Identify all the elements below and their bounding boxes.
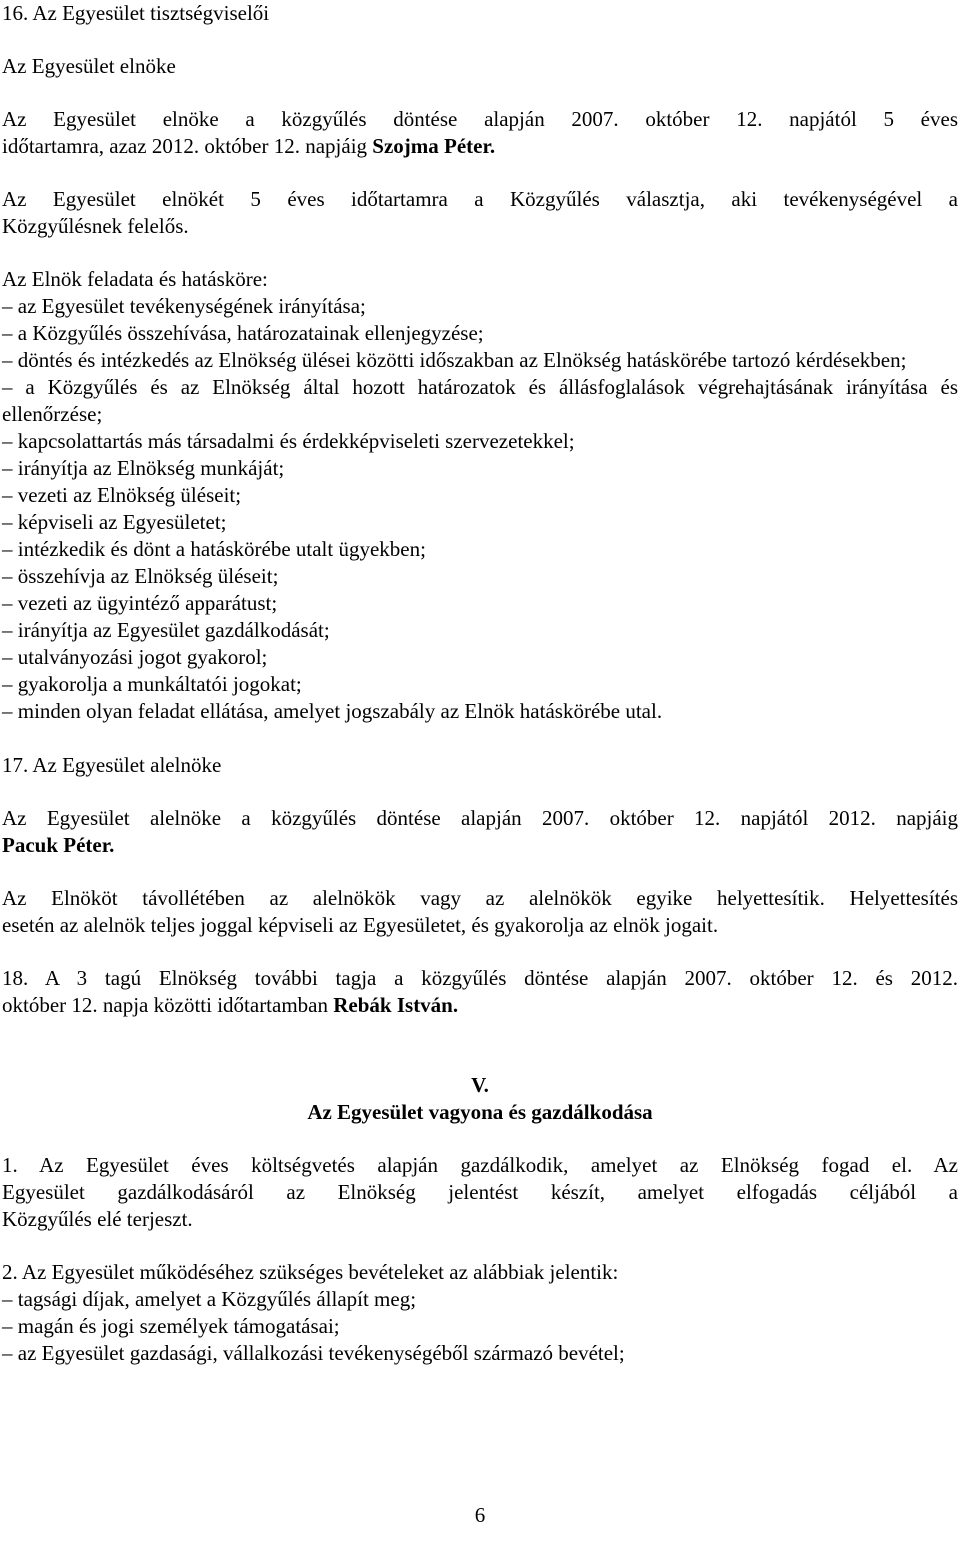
duty-item: – a Közgyűlés és az Elnökség által hozott határozatok és állásfoglalások végrehajtásának irányítása és ellenőrzése; xyxy=(2,374,958,428)
duty-item: – a Közgyűlés összehívása, határozatainak ellenjegyzése; xyxy=(2,320,958,347)
section-18-line-1: 18. A 3 tagú Elnökség további tagja a közgyűlés döntése alapján 2007. október 12. és 2012. xyxy=(2,966,958,990)
president-term-text: időtartamra, azaz 2012. október 12. napjáig xyxy=(2,134,373,158)
duties-title: Az Elnök feladata és hatásköre: xyxy=(2,267,268,291)
section-16-heading: 16. Az Egyesület tisztségviselői xyxy=(2,1,270,25)
chapter-title xyxy=(2,1099,958,1126)
vice-president-term-line-2 xyxy=(2,832,958,859)
president-term-line-2 xyxy=(2,133,958,160)
chapter-number-text: V. xyxy=(471,1073,489,1097)
duty-item: – kapcsolattartás más társadalmi és érdekképviseleti szervezetekkel; xyxy=(2,428,958,455)
budget-line-2: Egyesület gazdálkodásáról az Elnökség jelentést készít, amelyet elfogadás céljából a xyxy=(2,1180,958,1204)
vice-president-term-line-1: Az Egyesület alelnöke a közgyűlés döntése alapján 2007. október 12. napjától 2012. napjáig xyxy=(2,806,958,830)
duty-item: – intézkedik és dönt a hatáskörébe utalt ügyekben; xyxy=(2,536,958,563)
duty-item: – vezeti az Elnökség üléseit; xyxy=(2,482,958,509)
duty-item: – irányítja az Elnökség munkáját; xyxy=(2,455,958,482)
board-member-name: Rebák István. xyxy=(333,993,459,1017)
substitution-line-1: Az Elnököt távollétében az alelnökök vagy az alelnökök egyike helyettesítik. Helyettesítés xyxy=(2,886,958,910)
section-17-heading: 17. Az Egyesület alelnöke xyxy=(2,753,222,777)
income-item: – tagsági díjak, amelyet a Közgyűlés állapít meg; xyxy=(2,1286,958,1313)
duty-item: – az Egyesület tevékenységének irányítása; xyxy=(2,293,958,320)
chapter-title-text: Az Egyesület vagyona és gazdálkodása xyxy=(307,1100,653,1124)
income-item: – az Egyesület gazdasági, vállalkozási tevékenységéből származó bevétel; xyxy=(2,1340,958,1367)
duty-item: – összehívja az Elnökség üléseit; xyxy=(2,563,958,590)
budget-line-1: 1. Az Egyesület éves költségvetés alapján gazdálkodik, amelyet az Elnökség fogad el. Az xyxy=(2,1153,958,1177)
duty-item: – utalványozási jogot gyakorol; xyxy=(2,644,958,671)
president-subheading: Az Egyesület elnöke xyxy=(2,54,176,78)
chapter-number xyxy=(2,1072,958,1099)
duty-item: – képviseli az Egyesületet; xyxy=(2,509,958,536)
income-title: 2. Az Egyesület működéséhez szükséges bevételeket az alábbiak jelentik: xyxy=(2,1260,619,1284)
section-18-text: október 12. napja közötti időtartamban xyxy=(2,993,334,1017)
vice-president-name: Pacuk Péter. xyxy=(2,833,115,857)
substitution-line-2: esetén az alelnök teljes joggal képviseli az Egyesületet, és gyakorolja az elnök jogait. xyxy=(2,913,719,937)
income-item: – magán és jogi személyek támogatásai; xyxy=(2,1313,958,1340)
duty-item: – minden olyan feladat ellátása, amelyet jogszabály az Elnök hatáskörébe utal. xyxy=(2,698,958,725)
president-election-line-2: Közgyűlésnek felelős. xyxy=(2,214,189,238)
budget-line-3: Közgyűlés elé terjeszt. xyxy=(2,1207,193,1231)
section-18-line-2 xyxy=(2,992,958,1019)
duty-item: – irányítja az Egyesület gazdálkodását; xyxy=(2,617,958,644)
president-election-line-1: Az Egyesület elnökét 5 éves időtartamra a Közgyűlés választja, aki tevékenységével a xyxy=(2,187,958,211)
president-name: Szojma Péter. xyxy=(372,134,496,158)
page-number: 6 xyxy=(474,1503,486,1527)
duty-item: – döntés és intézkedés az Elnökség ülései közötti időszakban az Elnökség hatáskörébe tartozó kérdésekben; xyxy=(2,347,958,374)
president-term-line-1: Az Egyesület elnöke a közgyűlés döntése alapján 2007. október 12. napjától 5 éves xyxy=(2,107,958,131)
duty-item: – gyakorolja a munkáltatói jogokat; xyxy=(2,671,958,698)
duty-item: – vezeti az ügyintéző apparátust; xyxy=(2,590,958,617)
